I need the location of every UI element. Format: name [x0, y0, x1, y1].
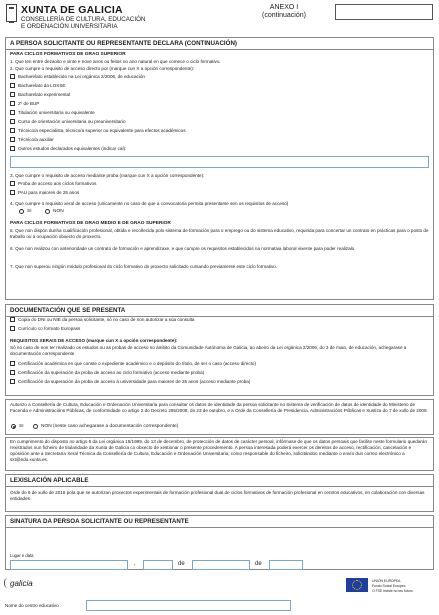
checkbox-cou[interactable] [10, 119, 15, 124]
checkbox-cert-proba-ciclo[interactable] [10, 370, 15, 375]
option-label: Bacharelato establecido na Lei orgánica 2/2006, de educación [18, 74, 145, 79]
annex-code-box [335, 4, 433, 20]
radio-label: SI [27, 209, 32, 214]
place-date-label: Lugar e data [10, 553, 34, 558]
checkbox-cert-proba-25[interactable] [10, 379, 15, 384]
other-studies-input[interactable] [10, 156, 429, 168]
divider [6, 527, 433, 528]
superior-cycles-heading: PARA CICLOS FORMATIVOS DE GRAO SUPERIOR [10, 52, 126, 57]
section-title: LEXISLACIÓN APLICABLE [10, 477, 89, 484]
checkbox-copia-dni[interactable] [10, 317, 15, 322]
org-department-2: E ORDENACIÓN UNIVERSITARIA [21, 23, 118, 30]
declaration-item-3: 3. Que cumpre o requisito de acceso mediante proba (marque cun X a opción correspondente): [10, 173, 205, 178]
section-title: SINATURA DA PERSOA SOLICITANTE OU REPRESENTANTE [10, 518, 189, 525]
declaration-item-5: 5. Que non dispón dunha cualificación profesional, obtida e recoñecida polo sistema de formación para o emprego ou do sistema educativo, requirida para concertar un contrato en prácticas para o posto de traballo ou a ocupación obxecto do proxecto. [10, 228, 429, 239]
month-input[interactable] [192, 560, 250, 570]
checkbox-outros-estudos[interactable] [10, 146, 15, 151]
section-title: A PERSOA SOLICITANTE OU REPRESENTANTE DECLARA (CONTINUACIÓN) [10, 40, 237, 47]
eu-label: UNIÓN EUROPEA [372, 579, 401, 583]
requirements-heading: REQUISITOS XERAIS DE ACCESO (marque cun X a opción correspondente): [10, 338, 178, 343]
checkbox-tecnico-auxiliar[interactable] [10, 137, 15, 142]
date-separator: de [178, 561, 185, 567]
checkbox-bacharelato-loe[interactable] [10, 74, 15, 79]
annex-title: ANEXO I [269, 4, 299, 11]
radio-general-no[interactable] [45, 209, 50, 214]
checkbox-bacharelato-experimental[interactable] [10, 92, 15, 97]
fse-label: Fondo Social Europeo [372, 584, 406, 588]
declaration-item-7: 7. Que non superou ningún módulo profesional do ciclo formativo do proxecto solicitado cursando previamente este ciclo formativo. [10, 264, 278, 269]
option-label: Bacharelato experimental [18, 92, 71, 97]
radio-general-yes[interactable] [19, 209, 24, 214]
checkbox-2-bup[interactable] [10, 101, 15, 106]
school-name-input[interactable] [86, 600, 291, 611]
fse-tagline: O FSE inviste no teu futuro [372, 589, 413, 593]
document-label: Copia do DNI ou NIE da persoa solicitante, só no caso de non autorizar a súa consulta [18, 317, 195, 322]
checkbox-tecnico-especialista[interactable] [10, 128, 15, 133]
data-protection-text: En cumprimento do disposto no artigo 5 da Lei orgánica 15/1999, do 13 de decembro, de protección de datos de carácter persoal, infórmase de que os datos persoais que facilite neste formulario quedarán rexistrados nun ficheiro de titularidade da Xunta de Galicia co obxecto de xestionar o presente procedemento. A persoa interesada poderá exercer os dereitos de acceso, rectificación, cancelación e oposición ante a Secretaría Xeral Técnica da Consellería de Cultura, Educación e Ordenación Universitaria, como responsable do ficheiro, solicitándoo mediante o envío dun correo electrónico a sxt@edu.xunta.es. [10, 439, 428, 462]
place-input[interactable] [10, 560, 128, 570]
declaration-item-2: 2. Que cumpre o requisito de acceso directo por (marque cun X a opción correspondente): [10, 66, 195, 71]
org-name: XUNTA DE GALICIA [21, 4, 123, 16]
legislation-text: Orde do 6 de xullo de 2016 pola que se autorizan proxectos experimentais de formación profesional dual de ciclos formativos de formación profesional en centros educativos, en colaboración con diversas entidades. [10, 490, 425, 501]
day-input[interactable] [143, 560, 173, 570]
radio-authorize-no[interactable] [33, 424, 38, 429]
option-label: Curso de orientación universitaria ou preuniversitario [18, 119, 126, 124]
authorization-text: Autorizo a Consellería de Cultura, Educación e Ordenación Universitaria para consultar os datos de identidade da persoa solicitante no Sistema de verificación de datos de identidade do Ministerio de Facenda e Administracións Públicas, de conformidade co artigo 2 do Decreto 255/2008, do 23 de outubro, e a Orde da Consellería de Presidencia, Administracións Públicas e Xustiza do 7 de xullo de 2009. [10, 402, 428, 413]
declaration-item-4: 4. Que cumpre o requisito xeral de acceso (unicamente no caso de que a convocatoria permita presentarse sen os requisitos de acceso) [10, 201, 289, 206]
option-label: 2º de BUP [18, 101, 40, 106]
option-label: PAU para maiores de 25 anos [18, 190, 80, 195]
option-label: Titulación universitaria ou equivalente [18, 110, 95, 115]
checkbox-proba-acceso[interactable] [10, 181, 15, 186]
xunta-logo-icon [6, 4, 17, 22]
requirement-label: Certificación académica en que conste o expediente académico e o depósito do título, de ser o caso (acceso directo) [18, 361, 256, 366]
checkbox-curriculo-europass[interactable] [10, 326, 15, 331]
eu-flag-icon [346, 578, 368, 592]
requirement-label: Certificación da superación da proba de acceso á universidade para maiores de 25 anos (acceso mediante proba) [18, 379, 251, 384]
option-label: Técnico/a especialista, técnico/a superior ou equivalente para efectos académicos [18, 128, 186, 133]
declaration-item-1: 1. Que ten entre dezaoito e vinte e nove anos ou feitos no ano natural en que comece o ciclo formativo. [10, 59, 221, 64]
option-label: Bacharelato da LOXSE [18, 83, 66, 88]
declaration-item-6: 6. Que non realizou con anterioridade un contrato de formación e aprendizaxe, e que cumpre os requisitos establecidos na normativa laboral vixente para poder realizalo. [10, 246, 356, 251]
annex-continuation: (continuación) [262, 12, 306, 19]
divider [6, 486, 433, 487]
radio-label: NON [53, 209, 64, 214]
org-department: CONSELLERÍA DE CULTURA, EDUCACIÓN [21, 16, 146, 23]
radio-authorize-yes[interactable] [11, 424, 16, 429]
document-label: Currículo co formato Europass [18, 326, 81, 331]
checkbox-cert-academica[interactable] [10, 361, 15, 366]
form-header [6, 4, 433, 34]
requirements-note: Só no caso de non ter realizado os estudos ou as probas de acceso no ámbito da Comunidade Autónoma de Galicia, ao abeiro da Lei orgánica 2/2006, do 3 de maio, de educación, achegarase a documentación correspondente. [10, 345, 407, 356]
checkbox-bacharelato-loxse[interactable] [10, 83, 15, 88]
section-title: DOCUMENTACIÓN QUE SE PRESENTA [10, 307, 126, 314]
requirement-label: Certificación da superación da proba de acceso ao ciclo formativo (acceso mediante proba) [18, 370, 205, 375]
medium-superior-cycles-heading: PARA CICLOS FORMATIVOS DE GRAO MEDIO E DE GRAO SUPERIOR [10, 221, 171, 226]
option-label: Outros estudos declarados equivalentes (indicar cal): [18, 146, 127, 151]
option-label: Proba de acceso aos ciclos formativos [18, 181, 97, 186]
school-name-label: Nome do centro educativo [5, 603, 59, 608]
date-separator: , [134, 561, 136, 567]
checkbox-pau-25[interactable] [10, 190, 15, 195]
galicia-brand: galicia [10, 579, 33, 588]
date-separator: de [255, 561, 262, 567]
option-label: Técnico/a auxiliar [18, 137, 54, 142]
checkbox-titulacion-universitaria[interactable] [10, 110, 15, 115]
divider [6, 49, 433, 50]
radio-label: SI [19, 424, 24, 429]
year-input[interactable] [269, 560, 303, 570]
radio-label: NON (neste caso achegarase a documentación correspondente) [41, 424, 179, 429]
